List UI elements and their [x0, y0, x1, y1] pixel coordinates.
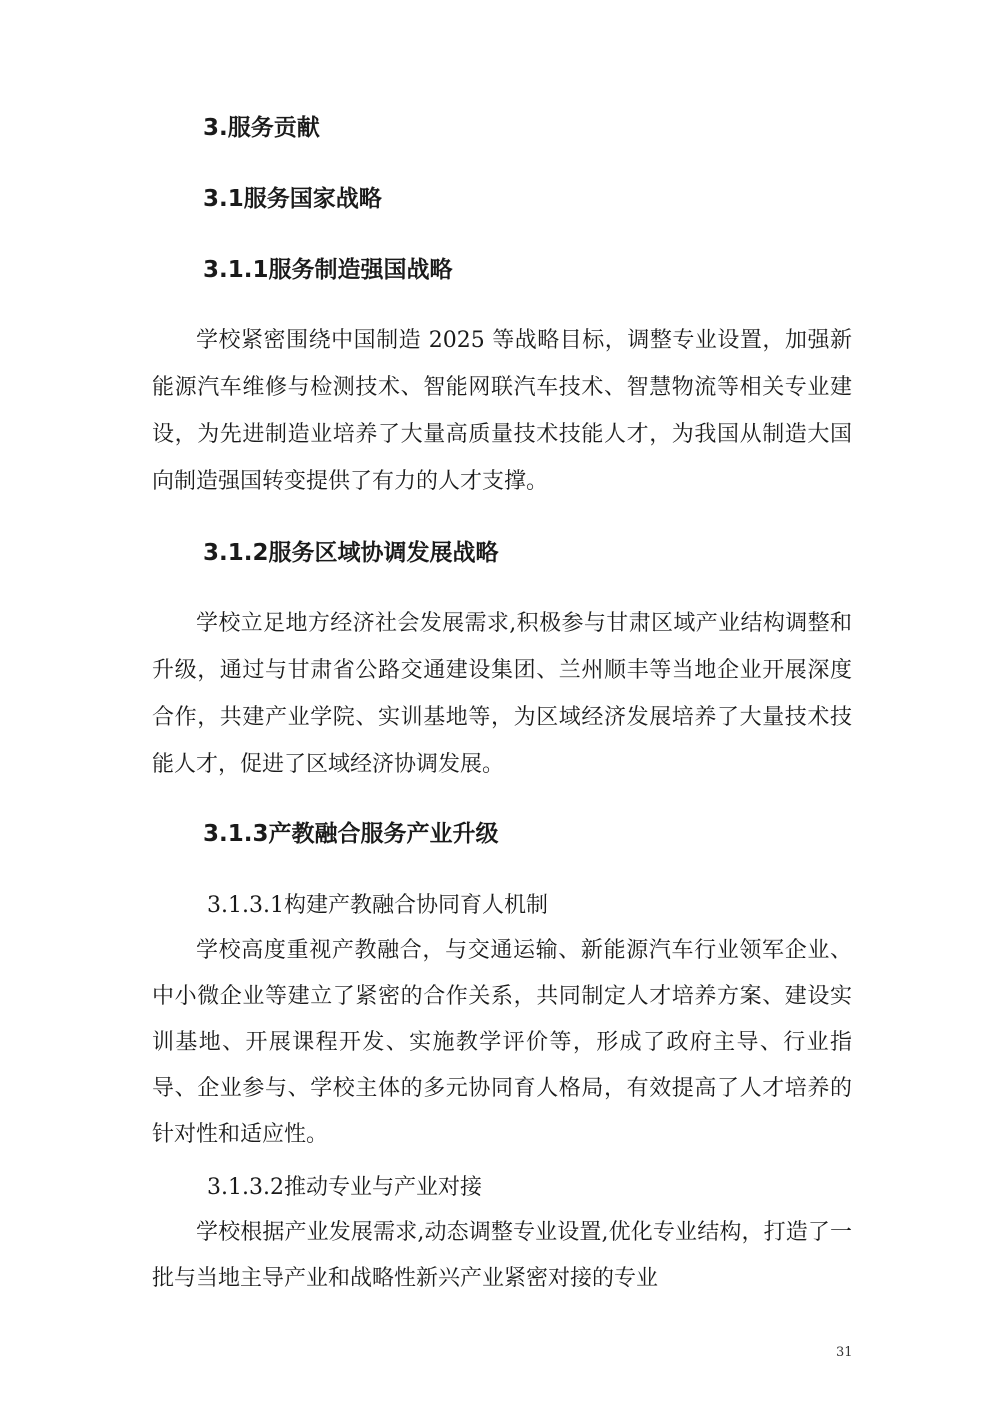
- paragraph-specialty-alignment: 学校根据产业发展需求,动态调整专业设置,优化专业结构，打造了一批与当地主导产业和战略性新兴产业紧密对接的专业: [152, 1220, 852, 1291]
- section-heading-3-1-3-2: 3.1.3.2推动专业与产业对接: [207, 1175, 482, 1200]
- page-number: 31: [836, 1345, 853, 1360]
- section-heading-3: 3.服务贡献: [203, 115, 320, 141]
- section-heading-3-1-1: 3.1.1服务制造强国战略: [203, 257, 453, 283]
- section-heading-3-1-3-1: 3.1.3.1构建产教融合协同育人机制: [207, 893, 548, 918]
- section-heading-3-1-2: 3.1.2服务区域协调发展战略: [203, 540, 499, 566]
- paragraph-manufacturing-strategy: 学校紧密围绕中国制造 2025 等战略目标，调整专业设置，加强新能源汽车维修与检测技术、智能网联汽车技术、智慧物流等相关专业建设，为先进制造业培养了大量高质量技术技能人才，为我国从制造大国向制造强国转变提供了有力的人才支撑。: [152, 328, 852, 494]
- section-heading-3-1-3: 3.1.3产教融合服务产业升级: [203, 821, 499, 847]
- paragraph-regional-strategy: 学校立足地方经济社会发展需求,积极参与甘肃区域产业结构调整和升级，通过与甘肃省公路交通建设集团、兰州顺丰等当地企业开展深度合作，共建产业学院、实训基地等，为区域经济发展培养了大量技术技能人才，促进了区域经济协调发展。: [152, 611, 852, 777]
- section-heading-3-1: 3.1服务国家战略: [203, 186, 382, 212]
- paragraph-industry-education: 学校高度重视产教融合，与交通运输、新能源汽车行业领军企业、中小微企业等建立了紧密的合作关系，共同制定人才培养方案、建设实训基地、开展课程开发、实施教学评价等，形成了政府主导、行业指导、企业参与、学校主体的多元协同育人格局，有效提高了人才培养的针对性和适应性。: [152, 938, 852, 1147]
